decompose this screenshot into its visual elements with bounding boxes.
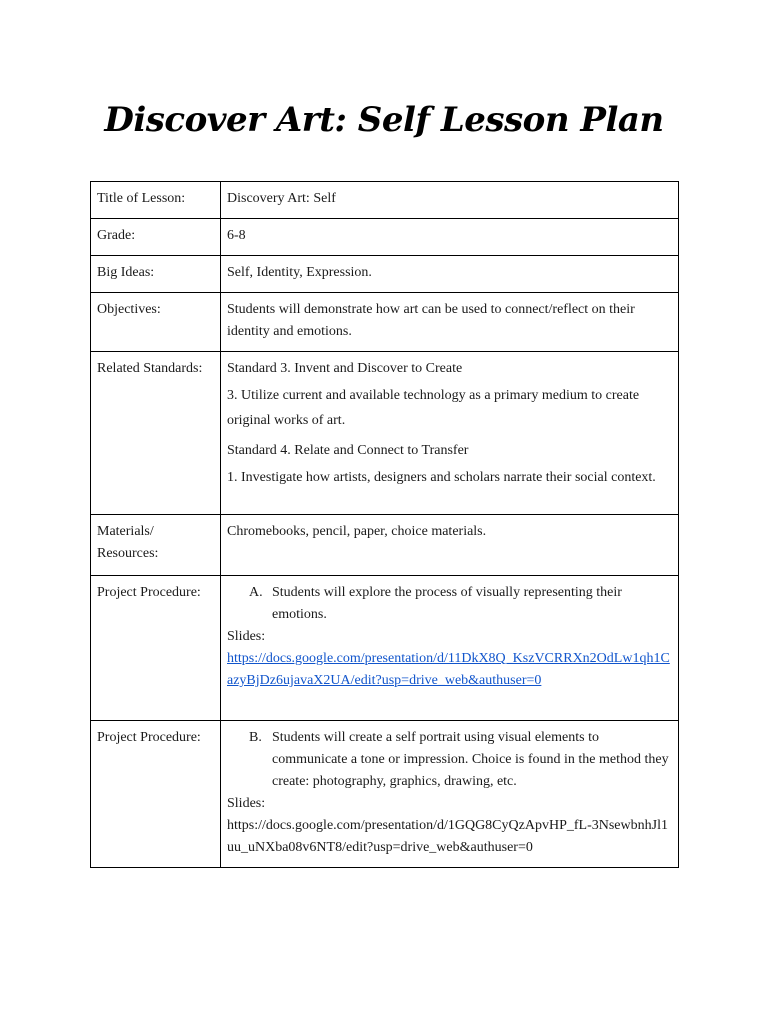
slides-label: Slides: <box>227 629 266 644</box>
table-row-standards <box>91 352 679 515</box>
standard-heading: Standard 4. Relate and Connect to Transfer <box>227 443 469 458</box>
row-label: Related Standards: <box>91 352 221 515</box>
row-label: Objectives: <box>91 293 221 352</box>
table-row-procedure-a <box>91 576 679 721</box>
standards-cell <box>221 352 679 515</box>
row-value: Chromebooks, pencil, paper, choice materials. <box>221 515 679 576</box>
list-item <box>227 582 672 626</box>
row-value: Students will demonstrate how art can be used to connect/reflect on their identity and emotions. <box>221 293 679 352</box>
standard-detail: 3. Utilize current and available technology as a primary medium to create original works of art. <box>227 388 640 428</box>
row-label: Big Ideas: <box>91 256 221 293</box>
table-row-grade <box>91 219 679 256</box>
lesson-plan-table <box>90 181 679 868</box>
procedure-text: Students will explore the process of visually representing their emotions. <box>272 585 622 622</box>
row-label: Project Procedure: <box>91 576 221 721</box>
standard-detail: 1. Investigate how artists, designers and scholars narrate their social context. <box>227 470 656 485</box>
table-row-materials <box>91 515 679 576</box>
table-row-procedure-b <box>91 721 679 868</box>
procedure-list <box>227 582 672 626</box>
procedure-cell <box>221 576 679 721</box>
row-label: Project Procedure: <box>91 721 221 868</box>
slides-link[interactable]: https://docs.google.com/presentation/d/11DkX8Q_KszVCRRXn2OdLw1qh1CazyBjDz6ujavaX2UA/edit?usp=drive_web&authuser=0 <box>227 651 670 688</box>
table-row-objectives <box>91 293 679 352</box>
list-marker: A. <box>249 585 263 600</box>
row-label: Title of Lesson: <box>91 182 221 219</box>
standard-heading: Standard 3. Invent and Discover to Create <box>227 361 463 376</box>
row-value: 6-8 <box>221 219 679 256</box>
procedure-text: Students will create a self portrait using visual elements to communicate a tone or impression. Choice is found in the method they create: photography, graphics, drawing, etc. <box>272 730 669 789</box>
list-marker: B. <box>249 730 262 745</box>
table-row-big-ideas <box>91 256 679 293</box>
list-item <box>227 727 672 793</box>
procedure-list <box>227 727 672 793</box>
row-value: Self, Identity, Expression. <box>221 256 679 293</box>
row-label: Grade: <box>91 219 221 256</box>
page-title: Discover Art: Self Lesson Plan <box>104 100 664 140</box>
row-label: Materials/ Resources: <box>91 515 221 576</box>
slides-url: https://docs.google.com/presentation/d/1GQG8CyQzApvHP_fL-3NsewbnhJl1uu_uNXba08v6NT8/edit?usp=drive_web&authuser=0 <box>227 818 668 855</box>
row-value: Discovery Art: Self <box>221 182 679 219</box>
slides-label: Slides: <box>227 796 266 811</box>
procedure-cell <box>221 721 679 868</box>
table-row-title <box>91 182 679 219</box>
